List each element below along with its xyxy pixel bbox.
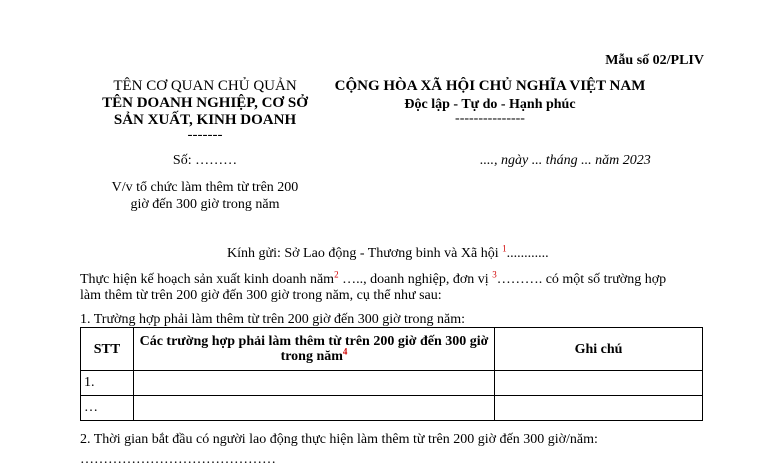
intro-line1 <box>80 269 720 288</box>
row-cases[interactable] <box>134 396 495 421</box>
recipient-text: Kính gửi: Sở Lao động - Thương binh và Xã hội <box>227 246 503 261</box>
org-name-line1: TÊN DOANH NGHIỆP, CƠ SỞ <box>102 95 308 111</box>
col-notes-header: Ghi chú <box>495 328 703 371</box>
row-notes[interactable] <box>495 396 703 421</box>
col-cases-label: Các trường hợp phải làm thêm từ trên 200 giờ đến 300 giờ trong năm <box>139 334 489 364</box>
intro-part1: Thực hiện kế hoạch sản xuất kinh doanh năm <box>80 272 335 287</box>
section1-title: 1. Trường hợp phải làm thêm từ trên 200 giờ đến 300 giờ trong năm: <box>80 312 466 327</box>
intro-line2: làm thêm từ trên 200 giờ đến 300 giờ trong năm, cụ thể như sau: <box>80 288 442 303</box>
row-stt: 1. <box>81 371 134 396</box>
left-header <box>80 78 330 141</box>
right-divider: --------------- <box>455 111 525 126</box>
agency-name: TÊN CƠ QUAN CHỦ QUẢN <box>113 78 297 94</box>
col-cases-header <box>134 328 495 371</box>
table-header-row <box>81 328 703 371</box>
intro-part2: ….., doanh nghiệp, đơn vị <box>338 272 493 287</box>
table-row <box>81 396 703 421</box>
form-code: Mẫu số 02/PLIV <box>605 53 704 68</box>
subject <box>80 179 330 213</box>
row-stt: … <box>81 396 134 421</box>
recipient-line <box>227 243 549 262</box>
intro-part3: ………. có một số trường hợp <box>496 272 667 287</box>
section2-title: 2. Thời gian bắt đầu có người lao động thực hiện làm thêm từ trên 200 giờ đến 300 giờ/năm: <box>80 432 598 447</box>
date-line: ...., ngày ... tháng ... năm 2023 <box>480 153 651 168</box>
org-name-line2: SẢN XUẤT, KINH DOANH <box>113 112 297 128</box>
table-row <box>81 371 703 396</box>
footnote-ref-3: 3 <box>492 269 497 280</box>
intro-paragraph <box>80 269 720 304</box>
col-stt-header: STT <box>81 328 134 371</box>
recipient-dots: ............ <box>506 246 549 261</box>
subject-line1: V/v tổ chức làm thêm từ trên 200 <box>111 180 299 195</box>
motto: Độc lập - Tự do - Hạnh phúc <box>404 97 576 112</box>
row-notes[interactable] <box>495 371 703 396</box>
footnote-ref-1: 1 <box>502 243 507 254</box>
country-name: CỘNG HÒA XÃ HỘI CHỦ NGHĨA VIỆT NAM <box>334 78 646 94</box>
right-header <box>305 77 675 125</box>
left-divider: ------- <box>187 127 223 143</box>
section2-dots: …………………………………… <box>80 452 276 467</box>
footnote-ref-4: 4 <box>342 346 348 357</box>
document-number: Số: ……… <box>172 153 238 168</box>
subject-line2: giờ đến 300 giờ trong năm <box>130 197 280 212</box>
row-cases[interactable] <box>134 371 495 396</box>
footnote-ref-2: 2 <box>334 269 339 280</box>
cases-table <box>80 327 703 421</box>
